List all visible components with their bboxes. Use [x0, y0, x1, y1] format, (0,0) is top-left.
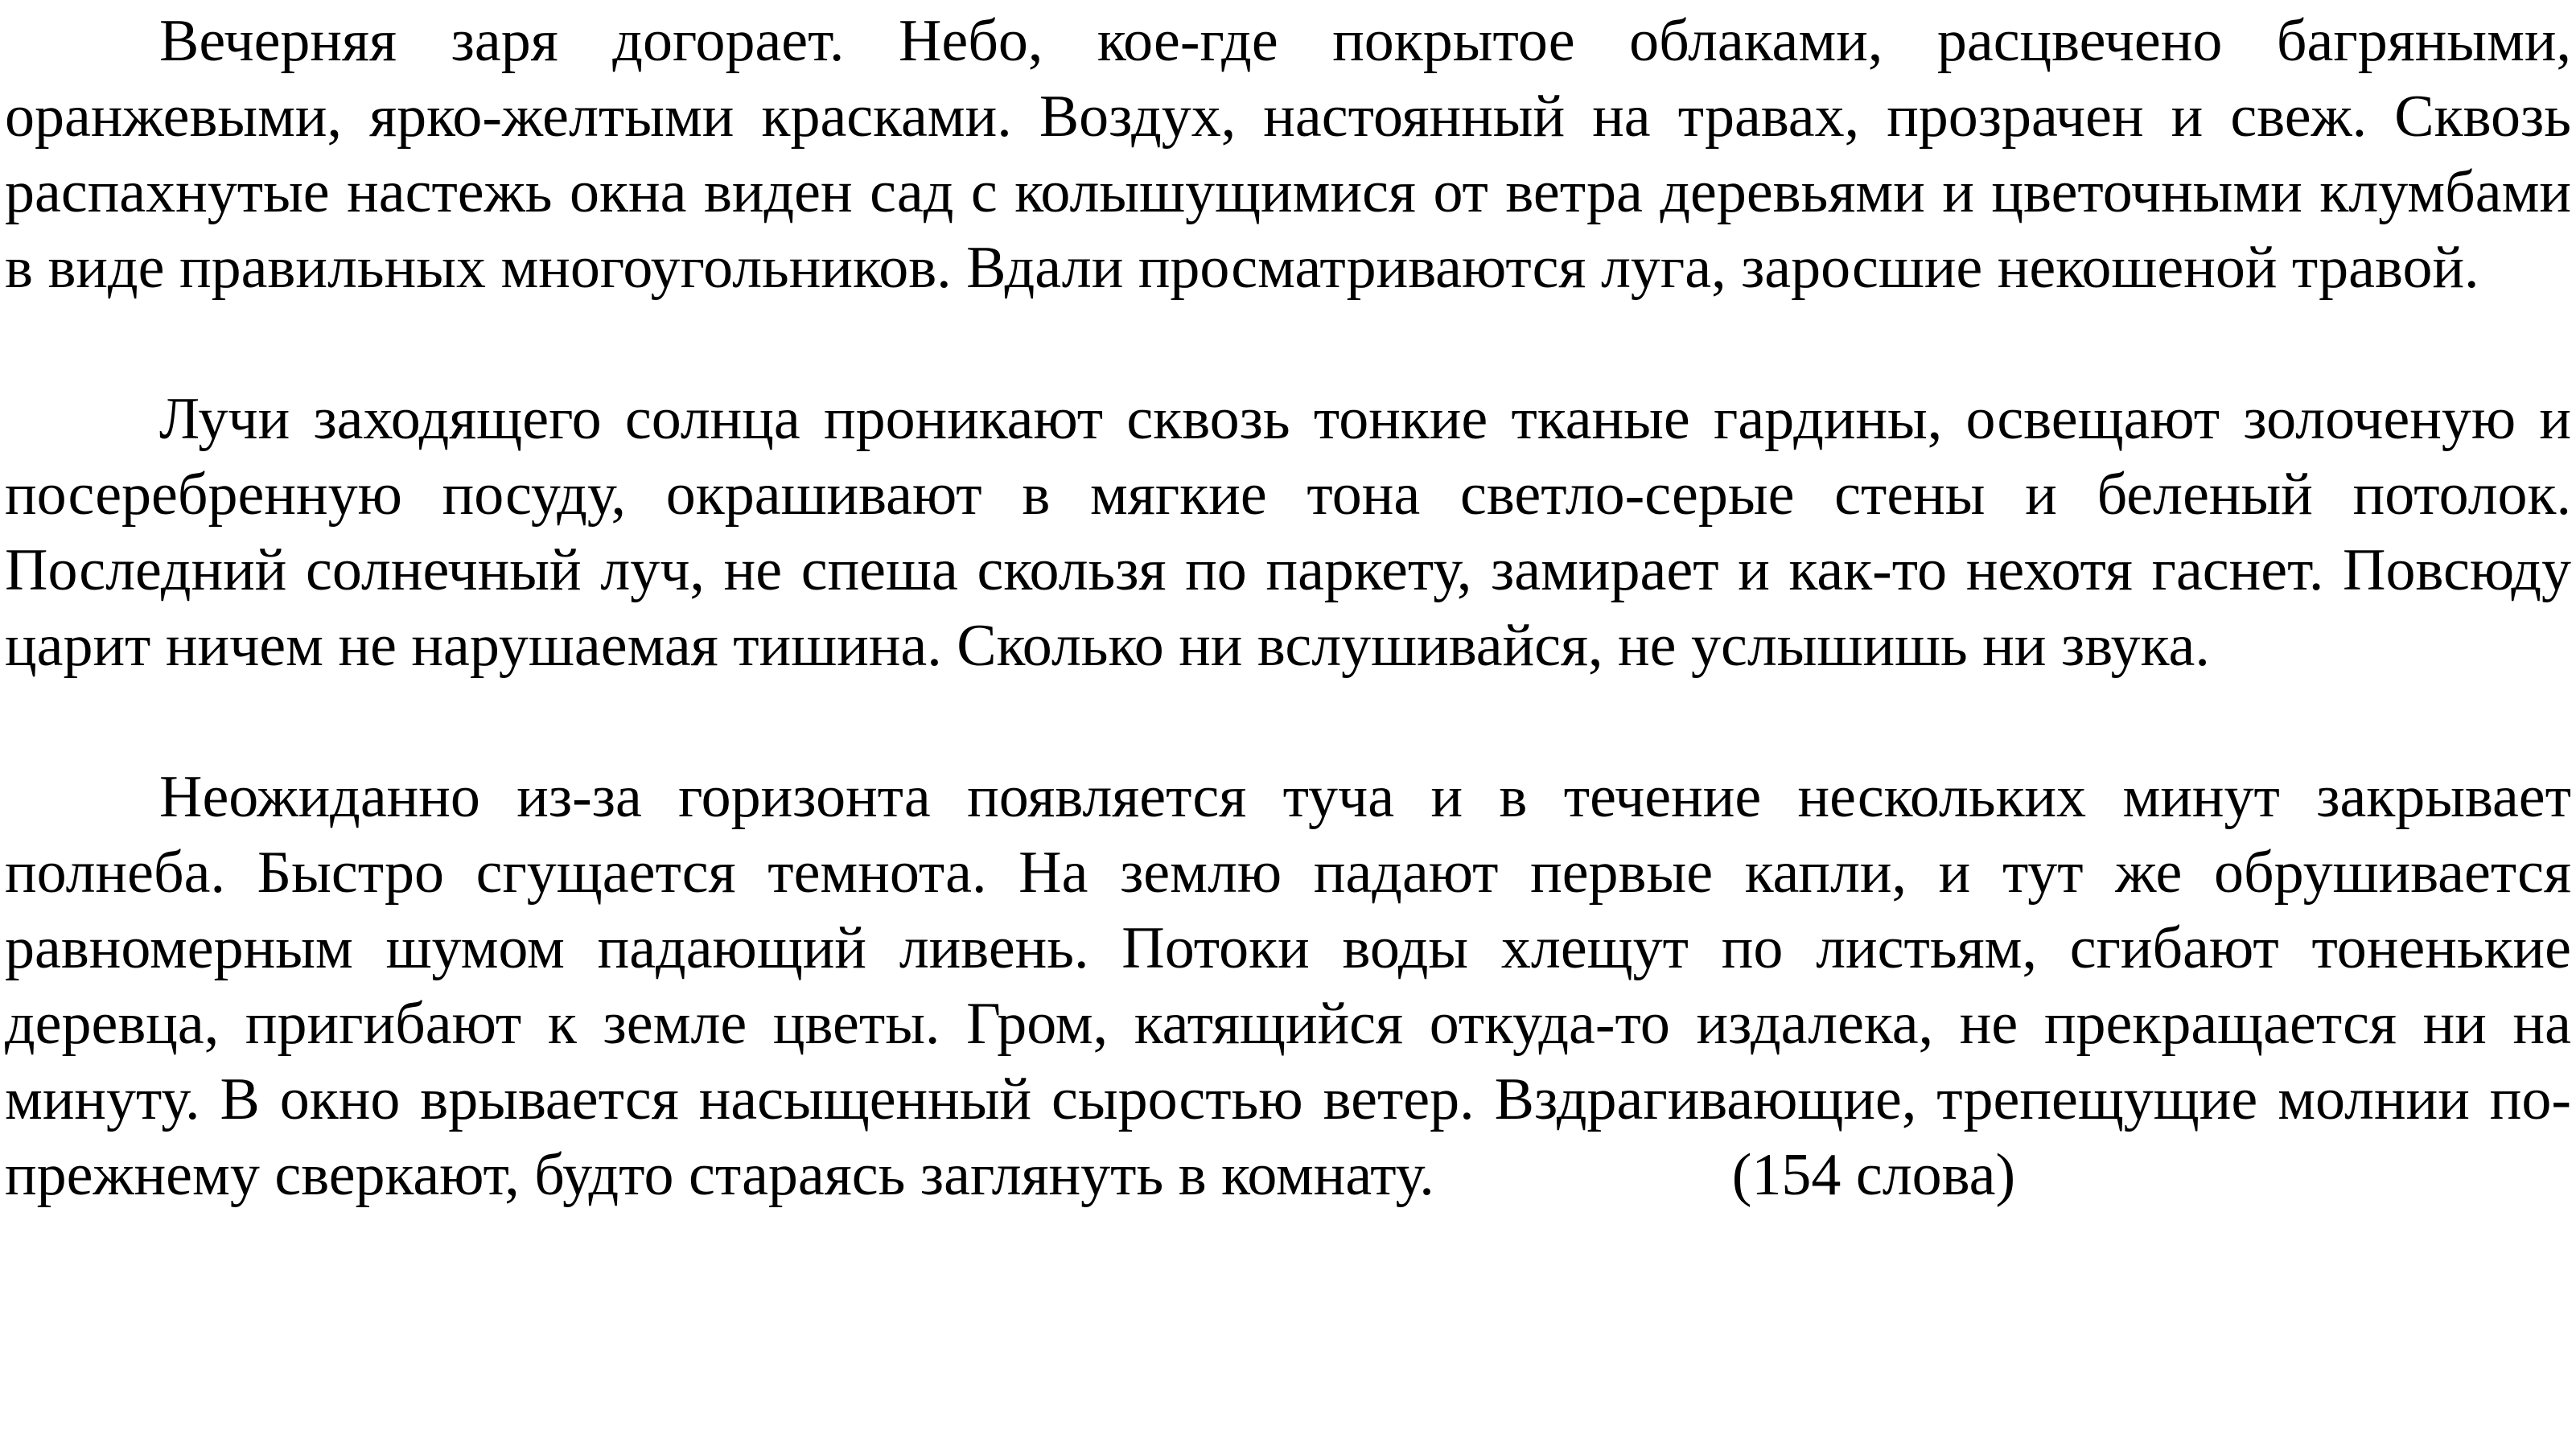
paragraph-3: [5, 759, 2571, 1213]
document-page: [5, 3, 2571, 1213]
paragraph-spacer: [5, 684, 2571, 759]
word-count-spacing: [1434, 1142, 1732, 1208]
paragraph-spacer: [5, 306, 2571, 381]
word-count: (154 слова): [1731, 1142, 2016, 1208]
paragraph-1: Вечерняя заря догорает. Небо, кое-где покрытое облаками, расцвечено багряными, оранжевыми, ярко-желтыми красками. Воздух, настоянный на травах, прозрачен и свеж. Сквозь распахнутые настежь окна виден сад с колышущимися от ветра деревьями и цветочными клумбами в виде правильных многоугольников. Вдали просматриваются луга, заросшие некошеной травой.: [5, 8, 2571, 301]
paragraph-3-text: Неожиданно из-за горизонта появляется туча и в течение нескольких минут закрывает полнеба. Быстро сгущается темнота. На землю падают первые капли, и тут же обрушивается равномерным шумом падающий ливень. Потоки воды хлещут по листьям, сгибают тоненькие деревца, пригибают к земле цветы. Гром, катящийся откуда-то издалека, не прекращается ни на минуту. В окно врывается насыщенный сыростью ветер. Вздрагивающие, трепещущие молнии по-прежнему сверкают, будто стараясь заглянуть в комнату.: [5, 764, 2571, 1208]
paragraph-2: Лучи заходящего солнца проникают сквозь тонкие тканые гардины, освещают золоченую и посеребренную посуду, окрашивают в мягкие тона светло-серые стены и беленый потолок. Последний солнечный луч, не спеша скользя по паркету, замирает и как-то нехотя гаснет. Повсюду царит ничем не нарушаемая тишина. Сколько ни вслушивайся, не услышишь ни звука.: [5, 386, 2571, 679]
